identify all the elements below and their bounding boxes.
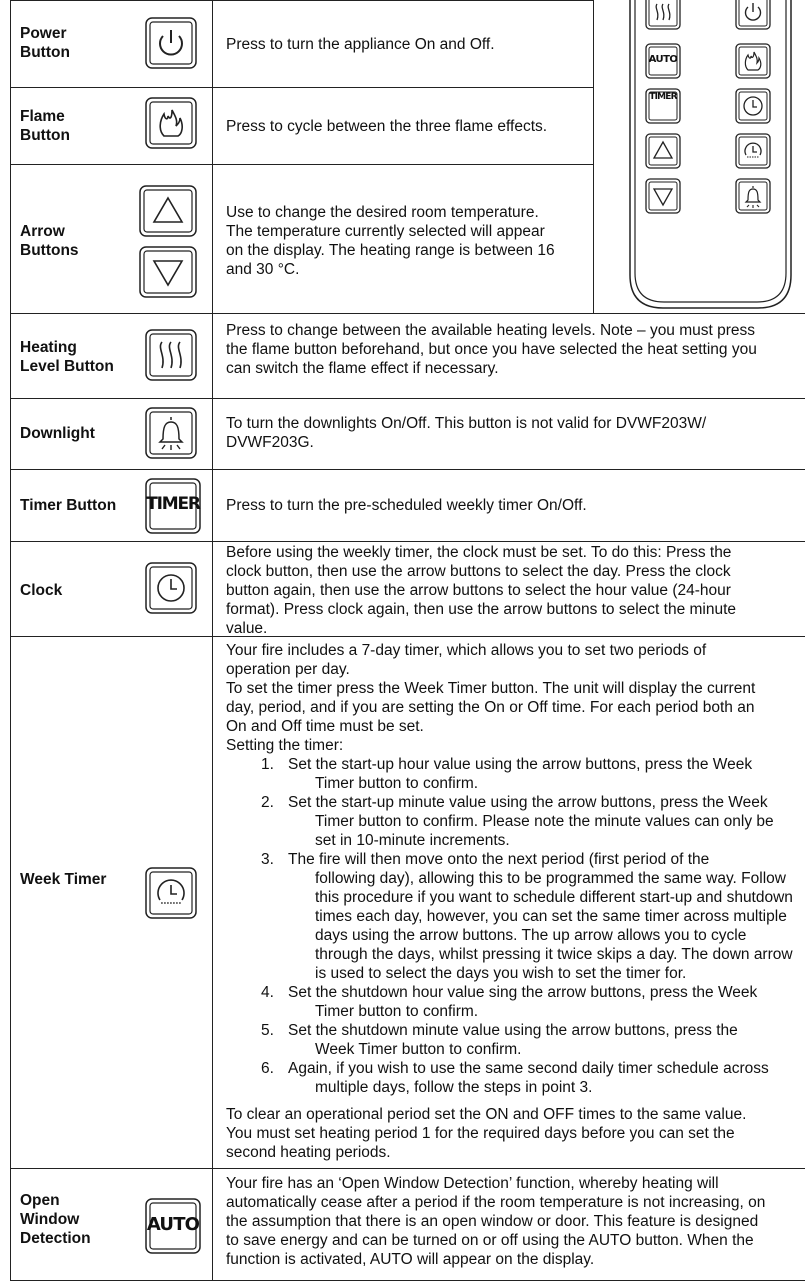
remote-clock-icon: [735, 88, 771, 124]
week-timer-label: Week Timer: [20, 871, 107, 888]
power-button-description: Press to turn the appliance On and Off.: [226, 36, 495, 53]
flame-icon: [144, 96, 198, 150]
remote-week-timer-icon: [735, 133, 771, 169]
open-window-detection-label: Open Window Detection: [20, 1192, 91, 1247]
week-timer-steps: [226, 755, 805, 1097]
remote-auto-label: AUTO: [648, 54, 678, 65]
week-timer-icon: [144, 866, 198, 920]
week-timer-step: 5. Set the shutdown minute value using the arrow buttons, press the Week Timer button to confirm.: [261, 1022, 738, 1058]
row-divider: [10, 541, 805, 542]
week-timer-intro: Your fire includes a 7-day timer, which allows you to set two periods of operation per day. To set the timer press the Week Timer button. The unit will display the current day, period, and if you are setting the On or Off time. For each period both an On and Off time must be set. Setting the timer:: [226, 642, 756, 754]
arrow-buttons-label: Arrow Buttons: [20, 223, 79, 259]
power-button-label: Power Button: [20, 25, 70, 61]
arrow-up-icon: [138, 184, 198, 238]
flame-button-description: Press to cycle between the three flame effects.: [226, 118, 548, 135]
row-divider: [10, 469, 805, 470]
column-divider: [593, 0, 594, 313]
arrow-buttons-description: Use to change the desired room temperature. The temperature currently selected will appear on the display. The heating range is between 16 and 30 °C.: [226, 204, 555, 278]
week-timer-outro: To clear an operational period set the ON and OFF times to the same value. You must set heating period 1 for the required days before you can set the second heating periods.: [226, 1106, 747, 1161]
timer-icon: [144, 477, 202, 535]
week-timer-step: 4. Set the shutdown hour value sing the arrow buttons, press the Week Timer button to confirm.: [261, 984, 758, 1020]
row-divider: [10, 1168, 805, 1169]
remote-heating-icon: [645, 0, 681, 30]
remote-flame-icon: [735, 43, 771, 79]
power-icon: [144, 16, 198, 70]
week-timer-step: 1. Set the start-up hour value using the arrow buttons, press the Week Timer button to confirm.: [261, 756, 753, 792]
heating-level-description: Press to change between the available heating levels. Note – you must press the flame button beforehand, but once you have selected the heat setting you can switch the flame effect if necessary.: [226, 322, 757, 377]
timer-icon-label: TIMER: [146, 494, 200, 514]
flame-button-label: Flame Button: [20, 108, 70, 144]
downlight-label: Downlight: [20, 425, 95, 442]
row-divider: [10, 313, 805, 314]
timer-button-description: Press to turn the pre-scheduled weekly timer On/Off.: [226, 497, 587, 514]
downlight-icon: [144, 406, 198, 460]
arrow-down-icon: [138, 245, 198, 299]
table-left-line: [10, 0, 11, 1281]
downlight-description: To turn the downlights On/Off. This button is not valid for DVWF203W/ DVWF203G.: [226, 415, 707, 451]
remote-power-icon: [735, 0, 771, 30]
remote-arrow-up-icon: [645, 133, 681, 169]
heating-level-icon: [144, 328, 198, 382]
remote-auto-button: [645, 43, 681, 79]
remote-timer-button: [645, 88, 681, 124]
heating-level-label: Heating Level Button: [20, 339, 114, 375]
row-divider: [10, 164, 593, 165]
remote-downlight-icon: [735, 178, 771, 214]
row-divider: [10, 398, 805, 399]
open-window-detection-description: Your fire has an ‘Open Window Detection’ function, whereby heating will automatically cease after a period if the room temperature is not increasing, on the assumption that there is an open window or door. This feature is designed to save energy and can be turned on or off using the AUTO button. When the function is activated, AUTO will appear on the display.: [226, 1175, 766, 1268]
remote-arrow-down-icon: [645, 178, 681, 214]
week-timer-step: 6. Again, if you wish to use the same second daily timer schedule across multiple days, follow the steps in point 3.: [261, 1060, 769, 1096]
clock-description: Before using the weekly timer, the clock must be set. To do this: Press the clock button, then use the arrow buttons to select the day. Press the clock button again, then use the arrow buttons to select the hour value (24-hour format). Press clock again, then use the arrow buttons to select the minute value.: [226, 544, 737, 637]
week-timer-step: 3. The fire will then move onto the next period (first period of the following day), allowing this to be programmed the same way. Follow this procedure if you want to schedule different start-up and shutdown times each day, however, you can set the same timer across multiple days using the arrow buttons. The up arrow allows you to cycle through the days, whilst pressing it twice skips a day. The down arrow is used to select the days you wish to set the timer for.: [261, 851, 793, 982]
week-timer-step: 2. Set the start-up minute value using the arrow buttons, press the Week Timer button to confirm. Please note the minute values can only be set in 10-minute increments.: [261, 794, 774, 849]
clock-icon: [144, 561, 198, 615]
timer-button-label: Timer Button: [20, 497, 117, 514]
clock-label: Clock: [20, 582, 63, 599]
auto-icon-label: AUTO: [146, 1214, 200, 1235]
table-top-line: [10, 0, 593, 1]
remote-timer-label: TIMER: [649, 92, 677, 102]
auto-icon: [144, 1197, 202, 1255]
column-divider: [212, 0, 213, 1281]
row-divider: [10, 87, 593, 88]
